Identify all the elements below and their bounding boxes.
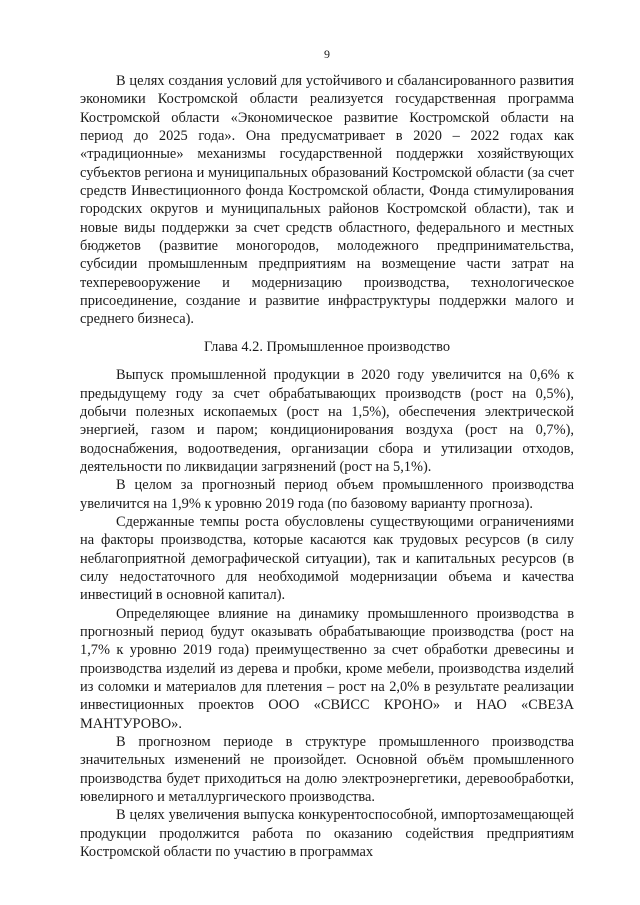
chapter-heading: Глава 4.2. Промышленное производство [203, 338, 451, 355]
paragraph-import-substitution: В целях увеличения выпуска конкурентоспособной, импортозамещающей продукции продолжится работа по оказанию содействия предприятиям Костромской области по участию в программах [80, 807, 574, 861]
paragraph-industrial-output-2020: Выпуск промышленной продукции в 2020 году увеличится на 0,6% к предыдущему году за счет обрабатывающих производств (рост на 0,5%), добычи полезных ископаемых (рост на 1,5%), обеспечения электрической энергией, газом и паром; кондиционирования воздуха (рост на 0,7%), водоснабжения, водоотведения, организации сбора и утилизации отходов, деятельности по ликвидации загрязнений (рост на 5,1%). [80, 367, 574, 475]
document-body [80, 72, 574, 861]
paragraph-economic-development: В целях создания условий для устойчивого и сбалансированного развития экономики Костромской области реализуется государственная программа Костромской области «Экономическое развитие Костромской области на период до 2025 года». Она предусматривает в 2020 – 2022 годах как «традиционные» механизмы государственной поддержки хозяйствующих субъектов региона и муниципальных образований Костромской области (за счет средств Инвестиционного фонда Костромской области, Фонда стимулирования городских округов и муниципальных районов Костромской области), так и новые виды поддержки за счет средств областного, федерального и местных бюджетов (развитие моногородов, молодежного предпринимательства, субсидии промышленным предприятиям на возмещение части затрат на техперевооружение и модернизацию производства, технологическое присоединение, создание и развитие инфраструктуры поддержки малого и среднего бизнеса). [80, 73, 574, 328]
paragraph-manufacturing-influence: Определяющее влияние на динамику промышленного производства в прогнозный период будут оказывать обрабатывающие производства (рост на 1,7% к уровню 2019 года) преимущественно за счет обработки древесины и производства изделий из дерева и пробки, кроме мебели, производства изделий из соломки и материалов для плетения – рост на 2,0% в результате реализации инвестиционных проектов ООО «СВИСС КРОНО» и НАО «СВЕЗА МАНТУРОВО». [80, 605, 574, 732]
paragraph-growth-constraints: Сдержанные темпы роста обусловлены существующими ограничениями на факторы производства, которые касаются как трудовых ресурсов (в силу неблагоприятной демографической ситуации), так и капитальных ресурсов (в силу недостаточного для необходимой модернизации объема и качества инвестиций в основной капитал). [80, 513, 574, 604]
page-number: 9 [324, 47, 330, 61]
paragraph-industry-structure: В прогнозном периоде в структуре промышленного производства значительных изменений не произойдет. Основной объём промышленного производства будет приходиться на долю электроэнергетики, деревообработки, ювелирного и металлургического производства. [80, 734, 574, 806]
paragraph-forecast-growth: В целом за прогнозный период объем промышленного производства увеличится на 1,9% к уровню 2019 года (по базовому варианту прогноза). [80, 477, 574, 512]
